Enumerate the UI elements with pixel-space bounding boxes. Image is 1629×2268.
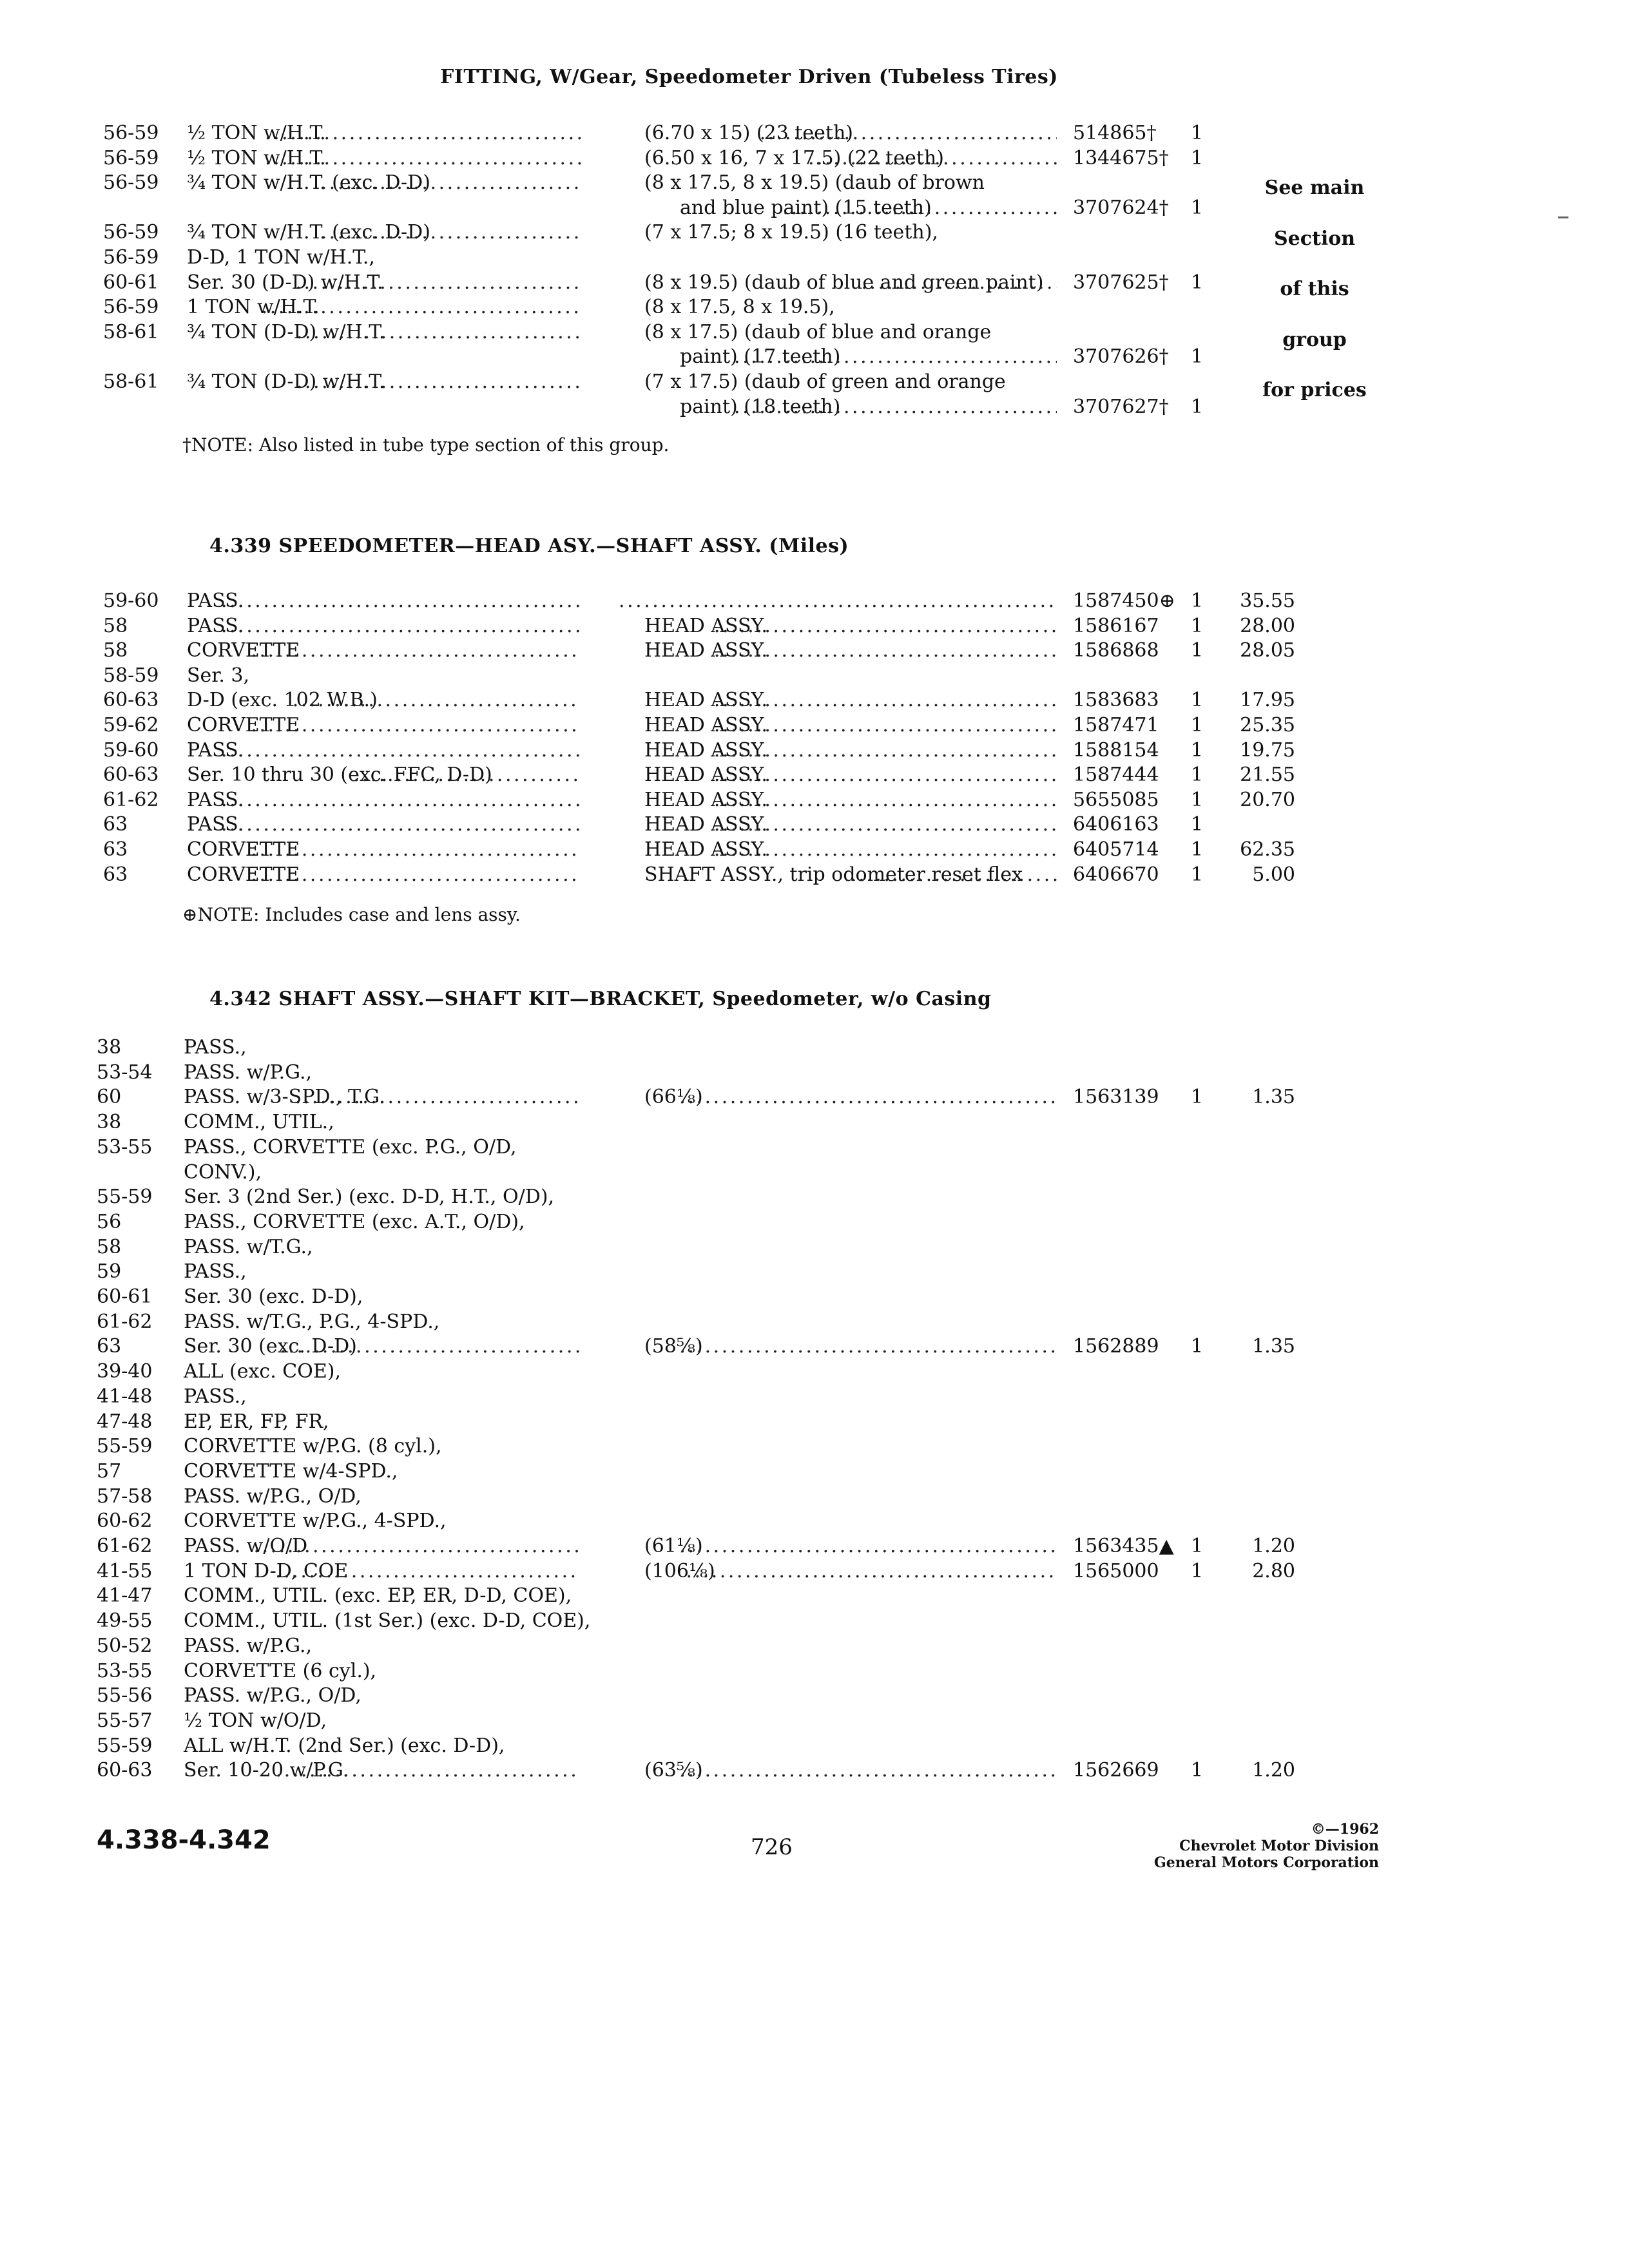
table-row <box>0 588 1629 614</box>
section2-title: 4.339 SPEEDOMETER—HEAD ASY.—SHAFT ASSY. (Miles) <box>209 535 849 557</box>
row-model: CORVETTE <box>187 639 300 662</box>
dot-leader <box>262 294 583 320</box>
dot-leader <box>861 270 1057 296</box>
row-price: 1.35 <box>1252 1086 1295 1109</box>
dot-leader <box>221 812 580 838</box>
row-quantity: 1 <box>1191 813 1204 836</box>
row-model: CORVETTE (6 cyl.), <box>184 1659 377 1682</box>
row-model: ½ TON w/H.T. <box>187 146 326 169</box>
row-description: (6.70 x 15) (23 teeth) <box>644 122 853 144</box>
table-row <box>0 1633 1629 1659</box>
row-part-number: 1563139 <box>1073 1086 1159 1109</box>
row-price: 1.20 <box>1252 1535 1295 1557</box>
row-description: HEAD ASSY. <box>644 738 768 762</box>
row-quantity: 1 <box>1191 196 1204 219</box>
row-year: 63 <box>103 863 128 886</box>
row-model: PASS. <box>187 788 244 811</box>
row-model: ½ TON w/H.T. <box>187 122 326 144</box>
table-row <box>0 146 1629 171</box>
row-quantity: 1 <box>1191 1335 1204 1358</box>
table-row <box>0 1160 1629 1186</box>
row-description: (63⅝) <box>644 1759 703 1782</box>
row-model: PASS. w/P.G., O/D, <box>184 1684 361 1707</box>
row-quantity: 1 <box>1191 1086 1204 1109</box>
row-year: 57 <box>97 1459 122 1483</box>
row-description: and blue paint) (15 teeth) <box>680 196 932 219</box>
table-row <box>0 862 1629 888</box>
side-note-line: group <box>1282 329 1347 351</box>
dot-leader <box>679 1334 1057 1360</box>
row-description: (8 x 17.5, 8 x 19.5), <box>644 296 835 319</box>
row-model: D-D (exc. 102 W.B.) <box>187 689 378 712</box>
row-model: ¾ TON (D-D) w/H.T. <box>187 370 385 393</box>
row-year: 59-60 <box>103 738 159 762</box>
row-year: 56-59 <box>103 221 159 244</box>
row-description: (58⅝) <box>644 1335 703 1358</box>
row-year: 47-48 <box>97 1410 153 1433</box>
row-quantity: 1 <box>1191 838 1204 861</box>
row-quantity: 1 <box>1191 590 1204 612</box>
row-quantity: 1 <box>1191 1759 1204 1782</box>
row-model: EP, ER, FP, FR, <box>184 1410 329 1433</box>
row-year: 53-55 <box>97 1659 153 1682</box>
row-model: ½ TON w/O/D, <box>184 1709 327 1732</box>
row-model: Ser. 30 (D-D) w/H.T. <box>187 271 383 294</box>
row-year: 57-58 <box>97 1485 153 1508</box>
row-part-number: 1586167 <box>1073 614 1159 637</box>
row-part-number: 1587471 <box>1073 714 1159 736</box>
row-quantity: 1 <box>1191 738 1204 762</box>
row-description: HEAD ASSY. <box>644 813 768 836</box>
row-model: PASS. w/P.G., <box>184 1634 313 1657</box>
table-row <box>0 1608 1629 1634</box>
row-year: 50-52 <box>97 1634 153 1657</box>
dot-leader <box>850 862 1057 888</box>
row-price: 62.35 <box>1240 838 1295 861</box>
table-row <box>0 837 1629 863</box>
dot-leader <box>265 120 583 146</box>
row-part-number: 3707625† <box>1073 271 1169 294</box>
row-year: 60-63 <box>103 764 159 787</box>
row-model: PASS., CORVETTE (exc. P.G., O/D, <box>184 1135 517 1158</box>
row-year: 41-48 <box>97 1385 153 1408</box>
dot-leader <box>221 613 580 639</box>
table-row <box>0 1359 1629 1385</box>
section2-note: ⊕NOTE: Includes case and lens assy. <box>182 904 521 925</box>
table-row <box>0 1733 1629 1759</box>
row-year: 55-56 <box>97 1684 153 1707</box>
row-description: (8 x 17.5) (daub of blue and orange <box>644 320 992 343</box>
row-price: 35.55 <box>1240 590 1295 612</box>
row-model: CORVETTE <box>187 714 300 736</box>
section3-title: 4.342 SHAFT ASSY.—SHAFT KIT—BRACKET, Speedometer, w/o Casing <box>209 988 992 1010</box>
row-part-number: 1588154 <box>1073 738 1159 762</box>
table-row <box>0 812 1629 838</box>
row-year: 56-59 <box>103 122 159 144</box>
dot-leader <box>354 762 580 788</box>
row-quantity: 1 <box>1191 863 1204 886</box>
row-part-number: 3707624† <box>1073 196 1169 219</box>
dot-leader <box>295 270 583 296</box>
dot-leader <box>714 812 1057 838</box>
dot-leader <box>686 1559 1057 1584</box>
dot-leader <box>321 220 583 245</box>
dot-leader <box>265 146 583 171</box>
table-row <box>0 1533 1629 1559</box>
row-year: 55-59 <box>97 1186 153 1209</box>
row-part-number: 6405714 <box>1073 838 1159 861</box>
dot-leader <box>808 146 1057 171</box>
dot-leader <box>251 862 580 888</box>
row-part-number: 6406670 <box>1073 863 1159 886</box>
dot-leader <box>734 344 1057 370</box>
page-number: 726 <box>751 1834 793 1860</box>
row-part-number: 1562889 <box>1073 1335 1159 1358</box>
dot-leader <box>714 762 1057 788</box>
row-price: 2.80 <box>1252 1559 1295 1582</box>
table-row <box>0 762 1629 788</box>
row-year: 56-59 <box>103 171 159 195</box>
table-row <box>0 1583 1629 1609</box>
row-quantity: 1 <box>1191 1559 1204 1582</box>
row-year: 56-59 <box>103 296 159 319</box>
row-year: 59-60 <box>103 590 159 612</box>
table-row <box>0 1259 1629 1285</box>
row-year: 56-59 <box>103 146 159 169</box>
row-quantity: 1 <box>1191 614 1204 637</box>
table-row <box>0 1384 1629 1410</box>
side-note-line: of this <box>1280 278 1349 300</box>
section1-note: †NOTE: Also listed in tube type section of this group. <box>182 434 670 456</box>
table-row <box>0 1459 1629 1485</box>
row-description: HEAD ASSY. <box>644 788 768 811</box>
row-model: CORVETTE <box>187 838 300 861</box>
row-year: 63 <box>103 813 128 836</box>
row-price: 20.70 <box>1240 788 1295 811</box>
side-note-line: See main <box>1264 177 1365 199</box>
table-row <box>0 663 1629 689</box>
row-quantity: 1 <box>1191 345 1204 369</box>
row-model: 1 TON D-D, COE <box>184 1559 349 1582</box>
table-row <box>0 1060 1629 1086</box>
row-model: ¾ TON w/H.T. (exc. D-D) <box>187 221 430 244</box>
row-model: Ser. 30 (exc. D-D), <box>184 1285 363 1308</box>
copyright-block <box>1154 1821 1379 1871</box>
row-year: 61-62 <box>97 1310 153 1333</box>
row-year: 59-62 <box>103 714 159 736</box>
dot-leader <box>714 738 1057 764</box>
row-model: Ser. 3 (2nd Ser.) (exc. D-D, H.T., O/D), <box>184 1186 554 1209</box>
dot-leader <box>296 320 583 345</box>
row-quantity: 1 <box>1191 689 1204 712</box>
row-year: 60 <box>97 1086 122 1109</box>
row-year: 56 <box>97 1210 122 1233</box>
row-price: 17.95 <box>1240 689 1295 712</box>
dot-leader <box>296 369 583 395</box>
row-description: (6.50 x 16, 7 x 17.5) (22 teeth) <box>644 146 944 169</box>
side-note-line: for prices <box>1262 379 1367 401</box>
row-model: PASS. w/O/D <box>184 1535 308 1557</box>
row-part-number: 514865† <box>1073 122 1157 144</box>
row-model: D-D, 1 TON w/H.T., <box>187 246 375 269</box>
row-part-number: 1344675† <box>1073 146 1169 169</box>
table-row <box>0 1334 1629 1360</box>
row-description: paint) (18 teeth) <box>680 395 841 418</box>
row-model: PASS., CORVETTE (exc. A.T., O/D), <box>184 1210 525 1233</box>
dot-leader <box>276 1758 580 1783</box>
row-quantity: 1 <box>1191 271 1204 294</box>
row-quantity: 1 <box>1191 395 1204 418</box>
table-row <box>0 713 1629 738</box>
row-model: COMM., UTIL. (1st Ser.) (exc. D-D, COE), <box>184 1610 591 1633</box>
row-description: HEAD ASSY. <box>644 714 768 736</box>
dot-leader <box>321 170 583 196</box>
row-model: CORVETTE w/P.G., 4-SPD., <box>184 1510 447 1533</box>
table-row <box>0 1035 1629 1061</box>
dot-leader <box>714 713 1057 738</box>
row-part-number: 3707626† <box>1073 345 1169 369</box>
row-model: ALL w/H.T. (2nd Ser.) (exc. D-D), <box>184 1734 505 1757</box>
dot-leader <box>714 638 1057 664</box>
table-row <box>0 1135 1629 1160</box>
row-year: 58 <box>103 614 128 637</box>
row-model: PASS. w/T.G., <box>184 1235 313 1258</box>
row-part-number: 1586868 <box>1073 639 1159 662</box>
row-part-number: 1587444 <box>1073 764 1159 787</box>
row-part-number: 1587450⊕ <box>1073 590 1175 612</box>
table-row <box>0 1434 1629 1459</box>
table-row <box>0 1084 1629 1110</box>
row-year: 60-61 <box>103 271 159 294</box>
dot-leader <box>760 120 1057 146</box>
row-model: PASS. <box>187 813 244 836</box>
row-model: CORVETTE <box>187 863 300 886</box>
copyright-year: ©—1962 <box>1311 1821 1379 1838</box>
table-row <box>0 738 1629 764</box>
row-model: ¾ TON (D-D) w/H.T. <box>187 320 385 343</box>
row-description: HEAD ASSY. <box>644 838 768 861</box>
row-year: 41-47 <box>97 1584 153 1608</box>
row-year: 63 <box>97 1335 122 1358</box>
row-model: CORVETTE w/4-SPD., <box>184 1459 398 1483</box>
row-year: 60-63 <box>97 1759 153 1782</box>
row-year: 49-55 <box>97 1610 153 1633</box>
row-year: 58 <box>103 639 128 662</box>
row-year: 38 <box>97 1111 122 1134</box>
row-price: 19.75 <box>1240 738 1295 762</box>
row-model: CORVETTE w/P.G. (8 cyl.), <box>184 1435 442 1458</box>
row-description: (8 x 17.5, 8 x 19.5) (daub of brown <box>644 171 985 195</box>
row-part-number: 1562669 <box>1073 1759 1159 1782</box>
row-model: PASS. <box>187 614 244 637</box>
row-part-number: 1583683 <box>1073 689 1159 712</box>
dot-leader <box>295 1084 580 1110</box>
dot-leader <box>782 195 1057 221</box>
row-year: 60-61 <box>97 1285 153 1308</box>
row-model: PASS., <box>184 1385 247 1408</box>
row-description: (66⅛) <box>644 1086 703 1109</box>
row-price: 28.05 <box>1240 639 1295 662</box>
dot-leader <box>714 837 1057 863</box>
table-row <box>0 1209 1629 1235</box>
row-part-number: 6406163 <box>1073 813 1159 836</box>
row-model: PASS. <box>187 738 244 762</box>
row-model: Ser. 30 (exc. D-D) <box>184 1335 357 1358</box>
table-row <box>0 1184 1629 1210</box>
table-row <box>0 1309 1629 1335</box>
table-row <box>0 1508 1629 1534</box>
row-model: COMM., UTIL., <box>184 1111 334 1134</box>
row-model: CONV.), <box>184 1160 262 1184</box>
dot-leader <box>254 1533 580 1559</box>
table-row <box>0 1708 1629 1734</box>
table-row <box>0 1683 1629 1709</box>
row-year: 60-62 <box>97 1510 153 1533</box>
dot-leader <box>280 1334 580 1360</box>
dot-leader <box>221 588 580 614</box>
table-row <box>0 1110 1629 1135</box>
dot-leader <box>251 837 580 863</box>
row-model: PASS. w/T.G., P.G., 4-SPD., <box>184 1310 440 1333</box>
table-row <box>0 1658 1629 1684</box>
row-model: Ser. 10 thru 30 (exc. FFC, D-D) <box>187 764 492 787</box>
row-model: Ser. 10-20 w/P.G. <box>184 1759 349 1782</box>
row-price: 28.00 <box>1240 614 1295 637</box>
row-description: HEAD ASSY. <box>644 614 768 637</box>
table-row <box>0 1758 1629 1783</box>
row-model: PASS. w/P.G., <box>184 1061 313 1084</box>
dot-leader <box>734 394 1057 420</box>
row-quantity: 1 <box>1191 764 1204 787</box>
row-model: ¾ TON w/H.T. (exc. D-D) <box>187 171 430 195</box>
row-year: 53-54 <box>97 1061 153 1084</box>
group-range: 4.338-4.342 <box>97 1825 271 1855</box>
division-name: Chevrolet Motor Division <box>1179 1838 1379 1854</box>
dot-leader <box>251 713 580 738</box>
row-year: 39-40 <box>97 1360 153 1383</box>
table-row <box>0 638 1629 664</box>
row-year: 63 <box>103 838 128 861</box>
row-year: 58-59 <box>103 664 159 687</box>
dot-leader <box>221 738 580 764</box>
row-model: ALL (exc. COE), <box>184 1360 341 1383</box>
row-year: 55-59 <box>97 1435 153 1458</box>
row-description: (106⅛) <box>644 1559 715 1582</box>
row-quantity: 1 <box>1191 639 1204 662</box>
table-row <box>0 787 1629 813</box>
row-quantity: 1 <box>1191 1535 1204 1557</box>
row-quantity: 1 <box>1191 146 1204 169</box>
row-description: (7 x 17.5; 8 x 19.5) (16 teeth), <box>644 221 938 244</box>
table-row <box>0 1484 1629 1510</box>
row-description: HEAD ASSY. <box>644 639 768 662</box>
row-part-number: 5655085 <box>1073 788 1159 811</box>
margin-mark <box>1558 216 1568 218</box>
row-model: COMM., UTIL. (exc. EP, ER, D-D, COE), <box>184 1584 572 1608</box>
row-part-number: 1565000 <box>1073 1559 1159 1582</box>
row-quantity: 1 <box>1191 788 1204 811</box>
table-row <box>0 613 1629 639</box>
dot-leader <box>679 1533 1057 1559</box>
row-description: (8 x 19.5) (daub of blue and green paint) <box>644 271 1044 294</box>
row-price: 1.35 <box>1252 1335 1295 1358</box>
row-year: 55-57 <box>97 1709 153 1732</box>
row-description: HEAD ASSY. <box>644 764 768 787</box>
row-year: 53-55 <box>97 1135 153 1158</box>
table-row <box>0 120 1629 146</box>
dot-leader <box>714 687 1057 713</box>
row-description: SHAFT ASSY., trip odometer reset flex <box>644 863 1023 886</box>
dot-leader <box>679 1758 1057 1783</box>
row-year: 58-61 <box>103 370 159 393</box>
row-price: 21.55 <box>1240 764 1295 787</box>
row-quantity: 1 <box>1191 714 1204 736</box>
row-price: 25.35 <box>1240 714 1295 736</box>
row-year: 38 <box>97 1036 122 1059</box>
row-description: HEAD ASSY. <box>644 689 768 712</box>
row-price: 1.20 <box>1252 1759 1295 1782</box>
row-year: 60-63 <box>103 689 159 712</box>
dot-leader <box>619 588 1057 614</box>
table-row <box>0 1559 1629 1584</box>
section1-title: FITTING, W/Gear, Speedometer Driven (Tubeless Tires) <box>440 66 1058 88</box>
row-description: (61⅛) <box>644 1535 703 1557</box>
corporation-name: General Motors Corporation <box>1153 1854 1379 1871</box>
row-year: 58-61 <box>103 320 159 343</box>
dot-leader <box>714 787 1057 813</box>
dot-leader <box>221 787 580 813</box>
row-year: 61-62 <box>103 788 159 811</box>
table-row <box>0 1235 1629 1260</box>
side-note-line: Section <box>1273 227 1356 250</box>
row-description: paint) (17 teeth) <box>680 345 841 369</box>
row-part-number: 3707627† <box>1073 395 1169 418</box>
dot-leader <box>251 638 580 664</box>
row-year: 55-59 <box>97 1734 153 1757</box>
row-quantity: 1 <box>1191 122 1204 144</box>
row-model: Ser. 3, <box>187 664 250 687</box>
row-price: 5.00 <box>1252 863 1295 886</box>
row-model: PASS. w/3-SPD., T.G. <box>184 1086 385 1109</box>
row-year: 59 <box>97 1260 122 1283</box>
row-model: PASS., <box>184 1260 247 1283</box>
dot-leader <box>714 613 1057 639</box>
row-year: 56-59 <box>103 246 159 269</box>
row-description: (7 x 17.5) (daub of green and orange <box>644 370 1006 393</box>
dot-leader <box>275 1559 580 1584</box>
table-row <box>0 1409 1629 1435</box>
row-model: PASS., <box>184 1036 247 1059</box>
row-model: 1 TON w/H.T. <box>187 296 320 319</box>
row-part-number: 1563435▲ <box>1073 1535 1174 1557</box>
row-year: 41-55 <box>97 1559 153 1582</box>
table-row <box>0 1284 1629 1310</box>
row-year: 61-62 <box>97 1535 153 1557</box>
dot-leader <box>293 687 580 713</box>
dot-leader <box>679 1084 1057 1110</box>
row-model: PASS. w/P.G., O/D, <box>184 1485 361 1508</box>
row-model: PASS. <box>187 590 244 612</box>
table-row <box>0 687 1629 713</box>
row-year: 58 <box>97 1235 122 1258</box>
